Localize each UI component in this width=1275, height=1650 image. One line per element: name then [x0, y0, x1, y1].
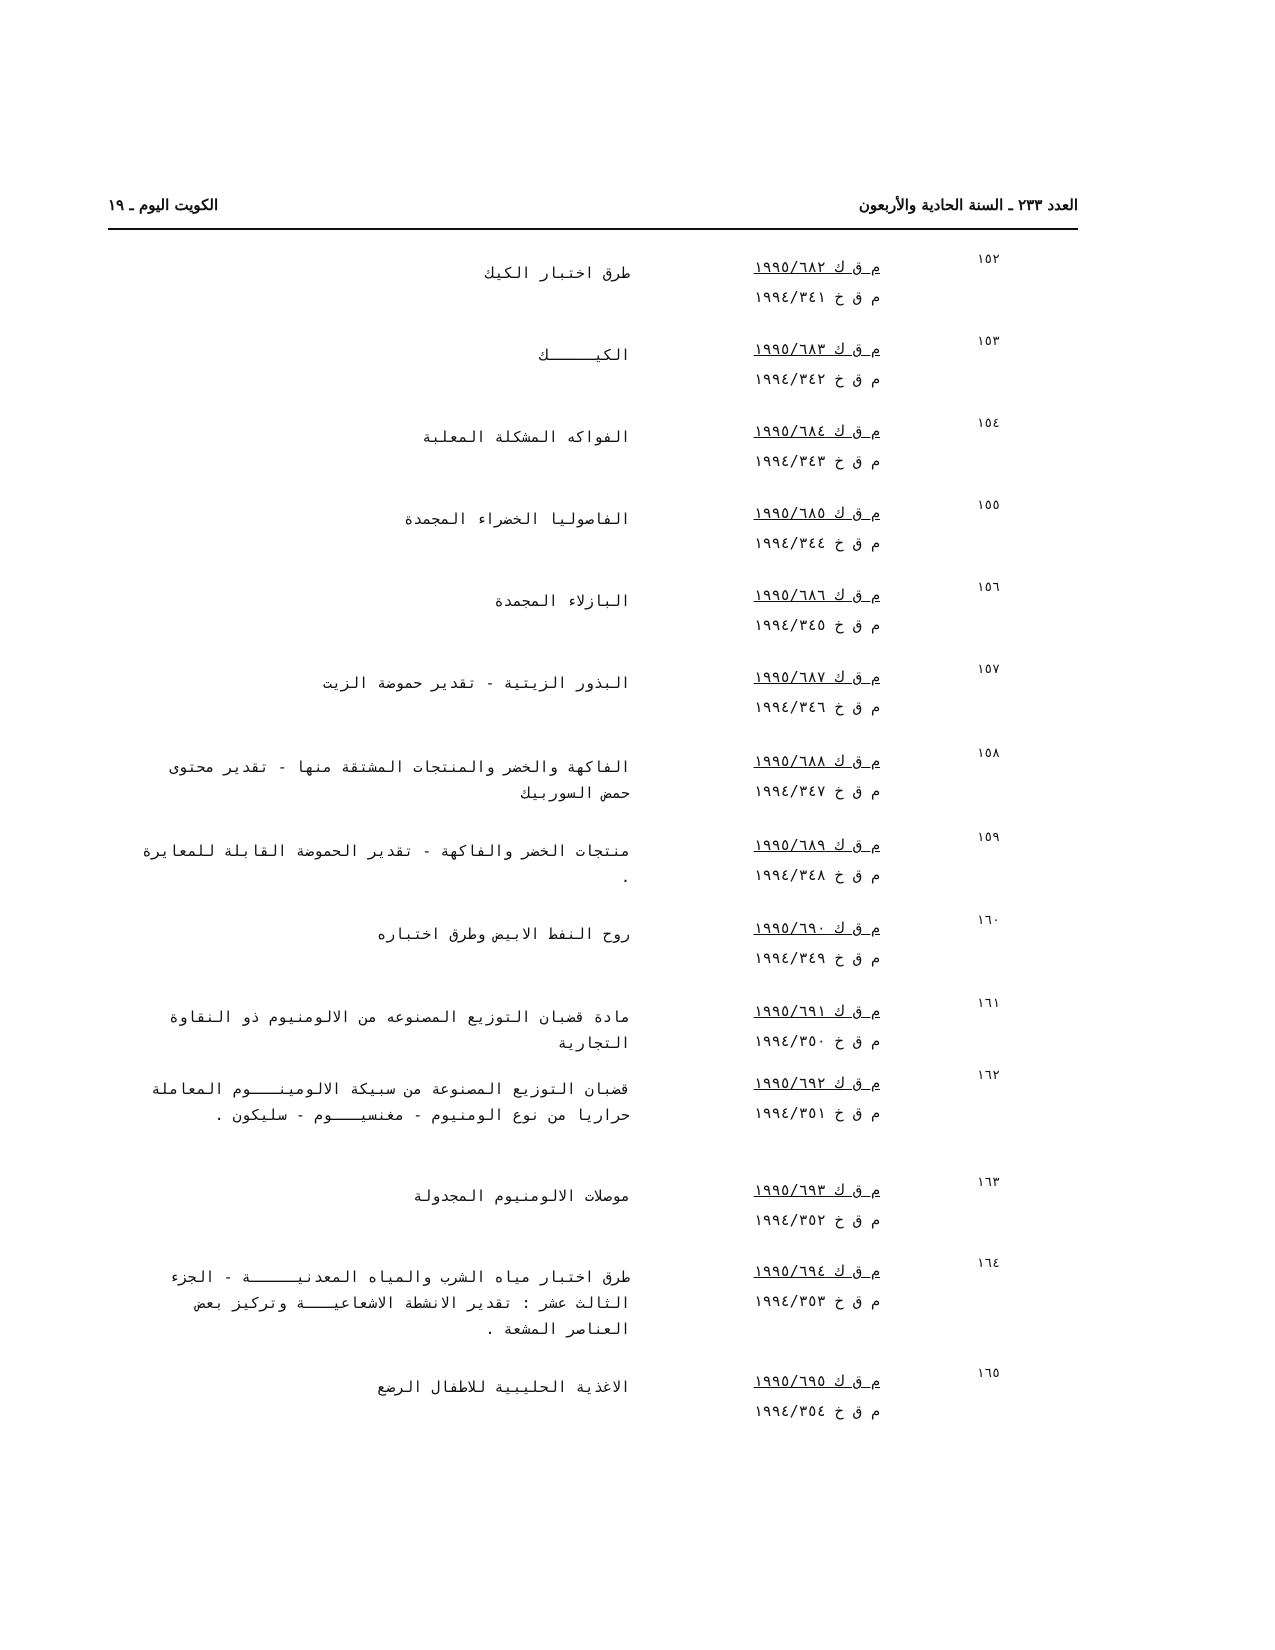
standard-row: [0, 830, 1275, 900]
row-number: ١٥٥: [976, 498, 1000, 513]
row-number: ١٦٢: [976, 1068, 1000, 1083]
new-code: م ق ك ١٩٩٥/٦٨٨: [753, 752, 880, 770]
row-number: ١٥٦: [976, 580, 1000, 595]
standard-codes: [720, 498, 880, 558]
new-code: م ق ك ١٩٩٥/٦٨٥: [753, 504, 880, 522]
standard-codes: [720, 913, 880, 973]
new-code: م ق ك ١٩٩٥/٦٩٤: [753, 1262, 880, 1280]
standard-title: منتجات الخضر والفاكهة - تقدير الحموضة القابلة للمعايرة .: [142, 842, 630, 886]
standard-row: [0, 662, 1275, 732]
new-code: م ق ك ١٩٩٥/٦٨٩: [753, 836, 880, 854]
new-code: م ق ك ١٩٩٥/٦٩٥: [753, 1372, 880, 1390]
old-code: م ق خ ١٩٩٤/٣٤١: [753, 288, 880, 306]
standard-codes: [720, 1256, 880, 1316]
standard-row: [0, 580, 1275, 650]
standard-row: [0, 746, 1275, 816]
standard-row: [0, 1068, 1275, 1138]
standard-codes: [720, 252, 880, 312]
standard-title: مادة قضبان التوزيع المصنوعه من الالومنيوم ذو النقاوة التجارية: [169, 1008, 630, 1052]
standard-codes: [720, 416, 880, 476]
standard-title: الفاكهة والخضر والمنتجات المشتقة منها - تقدير محتوى حمض السوربيك: [169, 758, 630, 802]
standard-row: [0, 1256, 1275, 1338]
standard-codes: [720, 1175, 880, 1235]
issue-line: العدد ٢٣٣ ـ السنة الحادية والأربعون: [858, 196, 1078, 214]
standard-title: طرق اختبار مياه الشرب والمياه المعدنيـــــة - الجزء الثالث عشر : تقدير الانشطة الاشعاعيـــة وتركيز بعض العناصر المشعة .: [169, 1268, 630, 1338]
new-code: م ق ك ١٩٩٥/٦٨٣: [753, 340, 880, 358]
standard-row: [0, 913, 1275, 983]
standard-row: [0, 1175, 1275, 1245]
new-code: م ق ك ١٩٩٥/٦٨٦: [753, 586, 880, 604]
standard-codes: [720, 746, 880, 806]
standard-title: روح النفط الابيض وطرق اختباره: [377, 925, 630, 943]
header-rule: [108, 228, 1078, 230]
standard-row: [0, 252, 1275, 322]
standard-title: الفواكه المشكلة المعلبة: [422, 428, 630, 446]
old-code: م ق خ ١٩٩٤/٣٥١: [753, 1104, 880, 1122]
old-code: م ق خ ١٩٩٤/٣٤٥: [753, 616, 880, 634]
old-code: م ق خ ١٩٩٤/٣٤٤: [753, 534, 880, 552]
standard-title: الكيـــــك: [539, 346, 630, 364]
standard-row: [0, 498, 1275, 568]
old-code: م ق خ ١٩٩٤/٣٤٧: [753, 782, 880, 800]
old-code: م ق خ ١٩٩٤/٣٤٣: [753, 452, 880, 470]
old-code: م ق خ ١٩٩٤/٣٥٢: [753, 1211, 880, 1229]
row-number: ١٦٥: [976, 1366, 1000, 1381]
standard-row: [0, 996, 1275, 1066]
row-number: ١٥٢: [976, 252, 1000, 267]
standard-row: [0, 416, 1275, 486]
newspaper-page-line: الكويت اليوم ـ ١٩: [108, 196, 219, 214]
standard-title: الاغذية الحليبية للاطفال الرضع: [377, 1378, 630, 1396]
row-number: ١٥٩: [976, 830, 1000, 845]
old-code: م ق خ ١٩٩٤/٣٥٠: [753, 1032, 880, 1050]
standard-codes: [720, 662, 880, 722]
row-number: ١٥٣: [976, 334, 1000, 349]
standard-codes: [720, 1068, 880, 1128]
standard-title: قضبان التوزيع المصنوعة من سبيكة الالومينـــوم المعاملة حراريا من نوع الومنيوم - مغنسيـــوم - سليكون .: [151, 1080, 630, 1124]
new-code: م ق ك ١٩٩٥/٦٩١: [753, 1002, 880, 1020]
standard-title: موصلات الالومنيوم المجدولة: [413, 1187, 630, 1205]
standard-codes: [720, 996, 880, 1056]
row-number: ١٦٠: [976, 913, 1000, 928]
standard-row: [0, 1366, 1275, 1436]
new-code: م ق ك ١٩٩٥/٦٨٤: [753, 422, 880, 440]
page-header: [108, 196, 1078, 224]
old-code: م ق خ ١٩٩٤/٣٥٣: [753, 1292, 880, 1310]
row-number: ١٥٧: [976, 662, 1000, 677]
standard-title: البازلاء المجمدة: [494, 592, 630, 610]
old-code: م ق خ ١٩٩٤/٣٥٤: [753, 1402, 880, 1420]
old-code: م ق خ ١٩٩٤/٣٤٦: [753, 698, 880, 716]
standard-title: الفاصوليا الخضراء المجمدة: [404, 510, 630, 528]
new-code: م ق ك ١٩٩٥/٦٨٧: [753, 668, 880, 686]
standard-codes: [720, 334, 880, 394]
old-code: م ق خ ١٩٩٤/٣٤٩: [753, 949, 880, 967]
old-code: م ق خ ١٩٩٤/٣٤٨: [753, 866, 880, 884]
old-code: م ق خ ١٩٩٤/٣٤٢: [753, 370, 880, 388]
new-code: م ق ك ١٩٩٥/٦٩٢: [753, 1074, 880, 1092]
new-code: م ق ك ١٩٩٥/٦٩٣: [753, 1181, 880, 1199]
row-number: ١٦٤: [976, 1256, 1000, 1271]
row-number: ١٥٨: [976, 746, 1000, 761]
row-number: ١٦٣: [976, 1175, 1000, 1190]
standard-codes: [720, 830, 880, 890]
standard-title: طرق اختبار الكيك: [485, 264, 630, 282]
standard-codes: [720, 580, 880, 640]
standard-codes: [720, 1366, 880, 1426]
standard-title: البذور الزيتية - تقدير حموضة الزيت: [322, 674, 630, 692]
new-code: م ق ك ١٩٩٥/٦٨٢: [753, 258, 880, 276]
row-number: ١٥٤: [976, 416, 1000, 431]
new-code: م ق ك ١٩٩٥/٦٩٠: [753, 919, 880, 937]
standard-row: [0, 334, 1275, 404]
row-number: ١٦١: [976, 996, 1000, 1011]
